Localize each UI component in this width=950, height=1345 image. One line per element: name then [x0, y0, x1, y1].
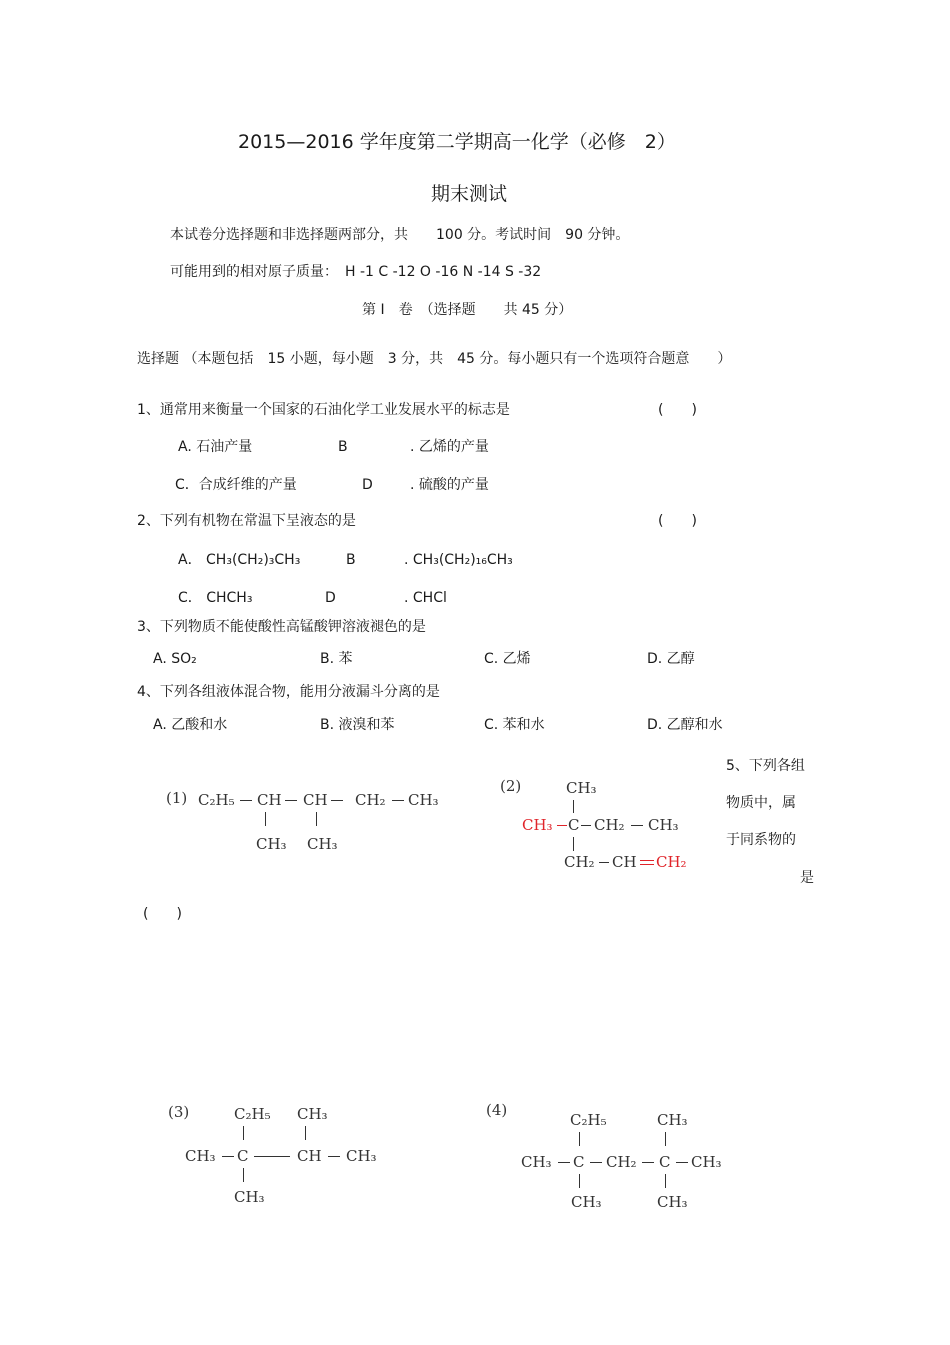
part1-heading: 第 I 卷 （选择题 共 45 分） — [362, 302, 573, 318]
s4-c1: C — [573, 1153, 585, 1171]
q4-option-a: A. 乙酸和水 — [153, 717, 228, 733]
q1-option-b-label: B — [338, 439, 348, 455]
s1-bond — [331, 800, 343, 801]
s4-ch3-top: CH₃ — [657, 1111, 688, 1129]
q1-option-b-text: . 乙烯的产量 — [410, 439, 489, 455]
s3-ch3-right: CH₃ — [346, 1147, 377, 1165]
s2-double-bond — [640, 860, 654, 861]
s1-ch3-end: CH₃ — [408, 791, 439, 809]
q1-stem: 1、通常用来衡量一个国家的石油化学工业发展水平的标志是 — [137, 402, 510, 418]
s1-ch3-sub-b: CH₃ — [307, 835, 338, 853]
s4-bond — [558, 1162, 570, 1163]
s2-bond — [581, 825, 591, 826]
q2-option-d-label: D — [325, 590, 336, 606]
q5-line2: 物质中，属 — [726, 795, 796, 811]
s1-ch-b: CH — [303, 791, 328, 809]
q3-stem-before: 3、下列物质不 — [137, 619, 230, 635]
s3-ch3-top: CH₃ — [297, 1105, 328, 1123]
s1-label: (1) — [166, 789, 188, 807]
s2-label: (2) — [500, 777, 522, 795]
s2-ch2-end: CH₂ — [656, 853, 687, 871]
s1-ch3-sub-a: CH₃ — [256, 835, 287, 853]
s2-ch2: CH₂ — [594, 816, 625, 834]
s4-bond — [579, 1132, 580, 1146]
s4-bond — [665, 1132, 666, 1146]
s3-bond — [254, 1156, 290, 1157]
q4-stem: 4、下列各组液体混合物，能用分液漏斗分离的是 — [137, 684, 440, 700]
q3-option-c: C. 乙烯 — [484, 651, 531, 667]
q1-option-d-text: . 硫酸的产量 — [410, 477, 489, 493]
section-instructions: 选择题 （本题包括 15 小题，每小题 3 分，共 45 分。每小题只有一个选项符合题意 ） — [137, 351, 732, 367]
q5-bracket: ( ) — [143, 906, 182, 922]
s4-c2h5-top: C₂H₅ — [570, 1111, 607, 1129]
q1-answer-bracket: ( ) — [658, 402, 697, 418]
s4-c2: C — [659, 1153, 671, 1171]
s4-bond — [642, 1162, 654, 1163]
s2-bond — [631, 825, 643, 826]
s3-bond — [305, 1126, 306, 1140]
q2-option-b-label: B — [346, 552, 356, 568]
s1-ch2: CH₂ — [355, 791, 386, 809]
q2-option-c: C． CHCH₃ — [178, 590, 253, 606]
s2-ch2-low: CH₂ — [564, 853, 595, 871]
s1-bond — [316, 812, 317, 826]
s3-bond — [243, 1126, 244, 1140]
s4-bond — [579, 1174, 580, 1188]
s1-bond — [265, 812, 266, 826]
s2-ch3-left: CH₃ — [522, 816, 553, 834]
s2-ch3-right: CH₃ — [648, 816, 679, 834]
s3-c2h5-top: C₂H₅ — [234, 1105, 271, 1123]
q2-option-a: A． CH₃(CH₂)₃CH₃ — [178, 552, 301, 568]
s2-c: C — [568, 816, 580, 834]
s1-bond — [392, 800, 404, 801]
s2-bond — [573, 837, 574, 851]
s2-bond — [557, 825, 567, 826]
q1-option-c: C．合成纤维的产量 — [175, 477, 297, 493]
s3-bond — [222, 1156, 234, 1157]
q3-option-a: A. SO₂ — [153, 651, 197, 667]
s4-bond — [590, 1162, 602, 1163]
q3-stem — [137, 618, 426, 636]
s3-ch: CH — [297, 1147, 322, 1165]
q3-option-b: B. 苯 — [320, 651, 353, 667]
s4-ch3-left: CH₃ — [521, 1153, 552, 1171]
s1-bond — [240, 800, 252, 801]
q2-option-d-text: . CHCl — [404, 590, 447, 606]
s2-ch3-top: CH₃ — [566, 779, 597, 797]
s2-bond — [599, 862, 609, 863]
s3-c: C — [237, 1147, 249, 1165]
s2-double-bond — [640, 864, 654, 865]
s4-bond — [676, 1162, 688, 1163]
q5-line4: 是 — [800, 870, 814, 886]
s4-bond — [665, 1174, 666, 1188]
q5-line3: 于同系物的 — [726, 832, 796, 848]
q5-line1: 5、下列各组 — [726, 758, 805, 774]
q4-option-d: D. 乙醇和水 — [647, 717, 723, 733]
s1-ch-a: CH — [257, 791, 282, 809]
q2-stem: 2、下列有机物在常温下呈液态的是 — [137, 513, 356, 529]
exam-subtitle: 期末测试 — [431, 183, 508, 205]
q4-option-b: B. 液溴和苯 — [320, 717, 395, 733]
s3-ch3-left: CH₃ — [185, 1147, 216, 1165]
s4-ch2: CH₂ — [606, 1153, 637, 1171]
s4-ch3-bottom2: CH₃ — [657, 1193, 688, 1211]
s4-ch3-right: CH₃ — [691, 1153, 722, 1171]
intro-text: 本试卷分选择题和非选择题两部分，共 100 分。考试时间 90 分钟。 — [170, 227, 630, 243]
s4-ch3-bottom1: CH₃ — [571, 1193, 602, 1211]
q4-option-c: C. 苯和水 — [484, 717, 545, 733]
s3-bond — [328, 1156, 340, 1157]
q1-option-d-label: D — [362, 477, 373, 493]
s2-ch: CH — [612, 853, 637, 871]
s3-ch3-bottom: CH₃ — [234, 1188, 265, 1206]
exam-title: 2015—2016 学年度第二学期高一化学（必修 2） — [238, 131, 676, 153]
q3-option-d: D. 乙醇 — [647, 651, 695, 667]
s3-label: (3) — [168, 1103, 190, 1121]
q1-option-a: A. 石油产量 — [178, 439, 253, 455]
s1-c2h5: C₂H₅ — [198, 791, 235, 809]
s1-bond — [285, 800, 297, 801]
q3-stem-after: 能使酸性高锰酸钾溶液褪色的是 — [229, 619, 426, 635]
s2-bond — [573, 800, 574, 813]
q2-answer-bracket: ( ) — [658, 513, 697, 529]
q2-option-b-text: . CH₃(CH₂)₁₆CH₃ — [404, 552, 513, 568]
atomic-masses: 可能用到的相对原子质量： H -1 C -12 O -16 N -14 S -32 — [170, 264, 542, 280]
s3-bond — [243, 1168, 244, 1182]
s4-label: (4) — [486, 1101, 508, 1119]
